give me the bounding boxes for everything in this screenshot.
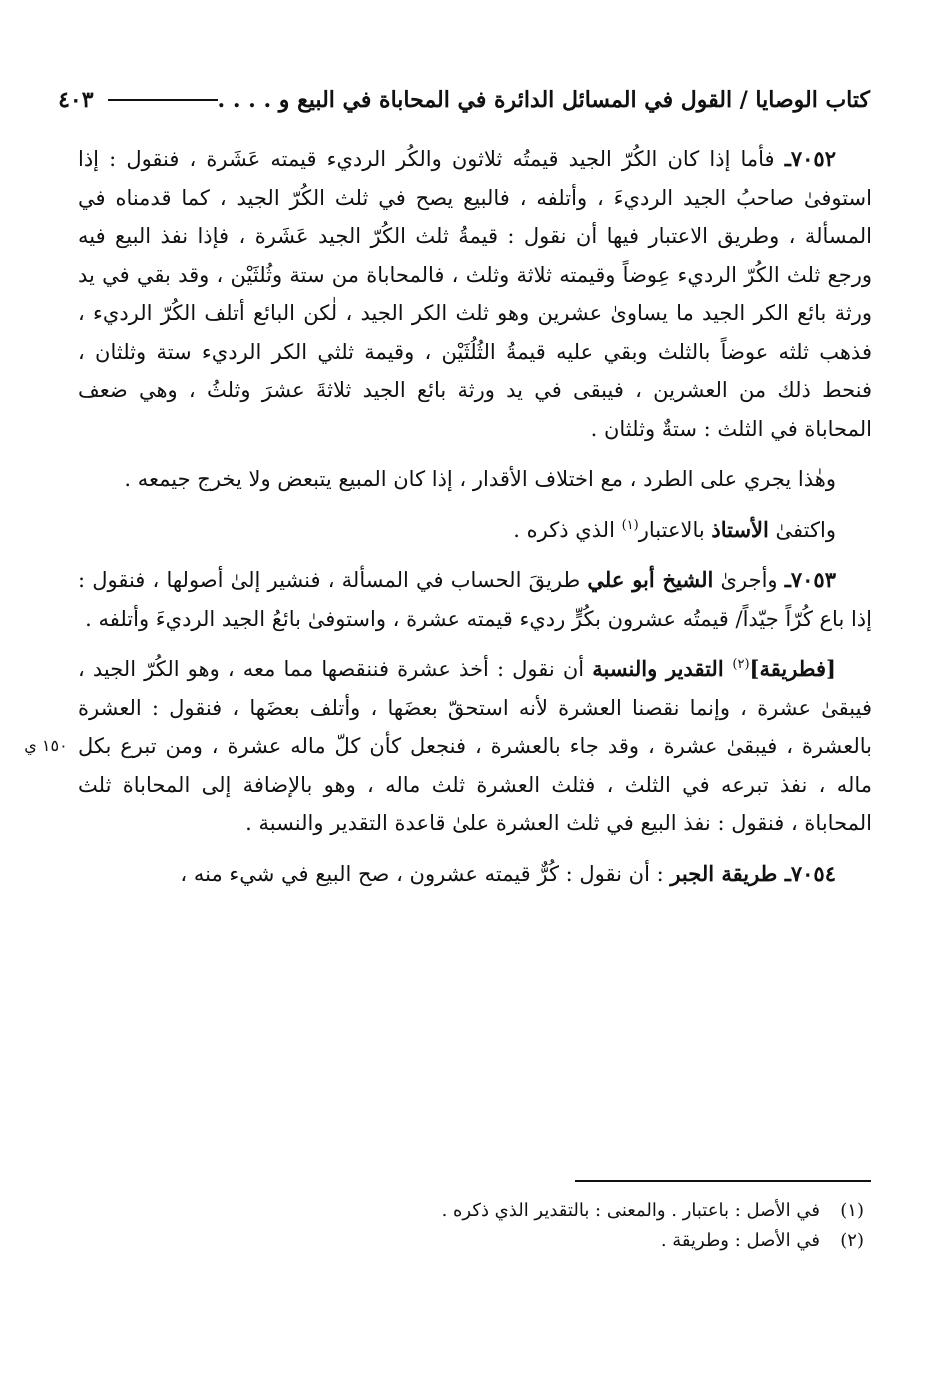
footnote-number: (١) [840,1200,864,1221]
footnotes [78,1196,872,1256]
footnote-number: (٢) [840,1230,864,1251]
bold-term: [فطريقة] [749,656,836,681]
paragraph-text: : أن نقول : كُرٌّ قيمته عشرون ، صح البيع في شيء منه ، [180,861,671,886]
header-rule [108,99,218,101]
running-header [58,80,870,120]
footnote-text: في الأصل : باعتبار . والمعنى : بالتقدير الذي ذكره . [441,1200,820,1221]
footnote-ref-1: (١) [621,517,639,533]
paragraph-ustadh [78,511,872,550]
paragraph-taqdir [78,650,872,843]
paragraph-text: واكتفىٰ [768,517,836,542]
paragraph-number: ٧٠٥٢ـ [784,146,836,171]
paragraph-text: وهٰذا يجري على الطرد ، مع اختلاف الأقدار ، إذا كان المبيع يتبعض ولا يخرج جيمعه . [124,467,836,491]
footnote-rule [575,1180,871,1182]
header-page-group [58,87,217,113]
footnote-text: في الأصل : وطريقة . [660,1230,820,1251]
paragraph-number: ٧٠٥٤ـ [784,860,836,886]
paragraph-text: بالاعتبار [638,517,712,542]
paragraph-7054 [78,855,872,894]
footnote-ref-2: (٢) [732,657,750,672]
paragraph-text: فأما إذا كان الكُرّ الجيد قيمتُه ثلاثون والكُر الرديء قيمته عَشَرة ، فنقول : إذا استوفىٰ صاحبُ الجيد الرديءَ ، وأتلفه ، فالبيع يصح في ثلث الكُرّ الجيد ، كما قدمناه في المسألة ، وطريق الاعتبار فيها أن نقول : قيمةُ ثلث الكُرّ الجيد عَشَرة ، فإذا نفذ البيع فيه ورجع ثلث الكُرّ الرديء عِوضاً وقيمته ثلاثة وثلث ، فالمحاباة من ستة وثُلثَيْن ، وقد بقي في يد ورثة بائع الكر الجيد ما يساوىٰ عشرين وهو ثلث الكر الجيد ، لٰكن البائع أتلف الكُرّ الرديء ، فذهب ثلثه عوضاً بالثلث وبقي عليه قيمةُ الثُلُثَيْن ، وقيمة ثلثي الكر الرديء ستة وثلثان ، فنحط ذلك من العشرين ، فيبقى في يد ورثة بائع الجيد ثلاثةَ عشرَ وثلثُ ، وهي ضعف المحاباة في الثلث : ستةٌ وثلثان . [78,147,872,441]
body-text [78,140,872,893]
footnote-1 [78,1196,872,1226]
page-number: ٤٠٣ [58,87,94,113]
paragraph-number: ٧٠٥٣ـ [784,567,836,592]
header-title: كتاب الوصايا / القول في المسائل الدائرة في المحاباة في البيع و . . . . [217,87,870,113]
paragraph-7053 [78,561,872,638]
paragraph-text: طريقَ الحساب في المسألة ، فنشير إلىٰ أصولها ، فنقول : إذا باع كُرّاً جيّداً/ قيمتُه عشرون بكُرٍّ رديء قيمته عشرة ، واستوفىٰ بائعُ الجيد الرديءَ وأتلفه . [78,568,872,631]
paragraph-text: أن نقول : أخذ عشرة فننقصها مما معه ، وهو الكُرّ الجيد ، فيبقىٰ عشرة ، وإنما نقصنا العشرة لأنه استحقّ بعضَها ، وأتلف بعضَها ، فنقول : العشرة بالعشرة ، فيبقىٰ عشرة ، وقد جاء بالعشرة ، فنجعل كأن كلّ ماله عشرة ، ومن تبرع بكل ماله ، نفذ تبرعه في الثلث ، فثلث العشرة ثلث ماله ، وهو بالإضافة إلى المحاباة ثلث المحاباة ، فنقول : نفذ البيع في ثلث العشرة علىٰ قاعدة التقدير والنسبة . [78,657,872,835]
paragraph-general-rule [78,460,872,499]
paragraph-text: الذي ذكره . [513,517,622,542]
bold-term: الشيخ أبو علي [587,567,714,592]
margin-note: ١٥٠ ي [24,736,68,755]
paragraph-7052 [78,140,872,448]
paragraph-text: وأجرىٰ [713,568,785,592]
bold-term: التقدير والنسبة [592,656,733,681]
bold-term: طريقة الجبر [670,860,785,886]
footnote-2 [78,1226,872,1256]
bold-term: الأستاذ [711,516,769,542]
